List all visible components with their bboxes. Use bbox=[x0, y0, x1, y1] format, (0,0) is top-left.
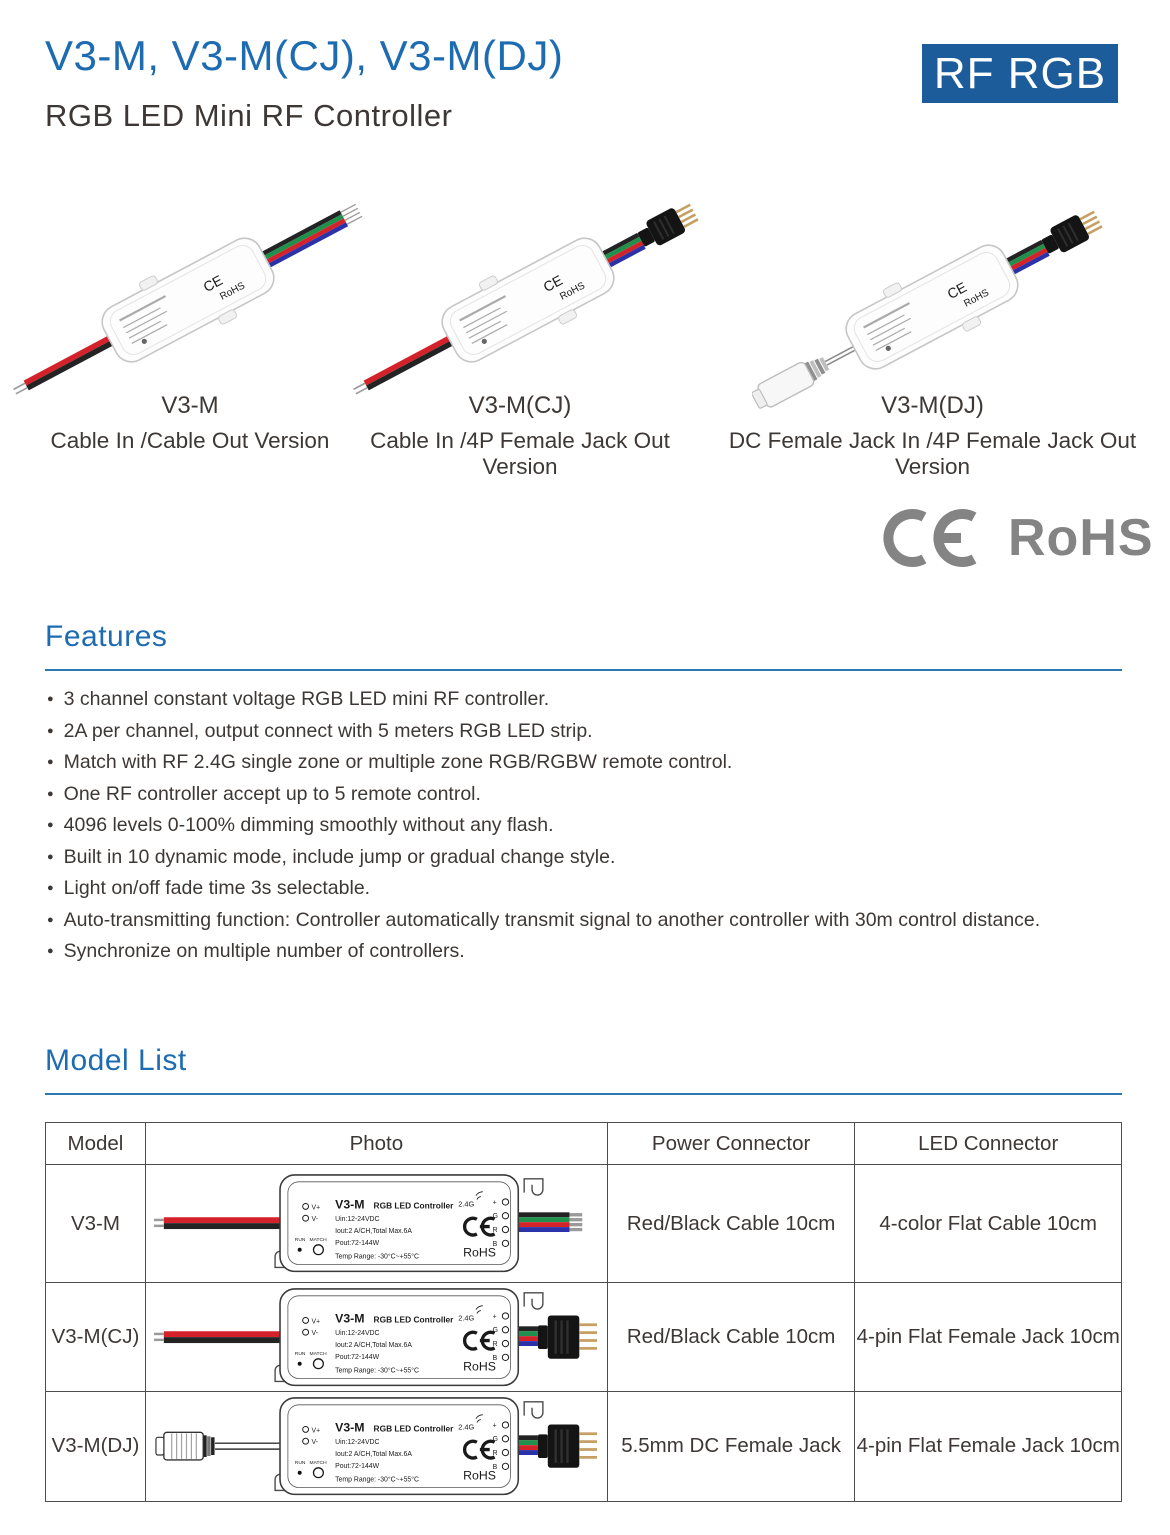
feature-item: ● 2A per channel, output connect with 5 meters RGB LED strip. bbox=[47, 719, 593, 742]
power-connector-cell: Red/Black Cable 10cm bbox=[607, 1283, 855, 1392]
bullet-icon: ● bbox=[47, 724, 54, 737]
table-row bbox=[46, 1165, 1122, 1283]
feature-item: ● Light on/off fade time 3s selectable. bbox=[47, 877, 371, 899]
photo-cell bbox=[145, 1283, 607, 1392]
product-photo-v3-m-dj bbox=[752, 195, 1112, 420]
model-list-table bbox=[45, 1122, 1122, 1502]
table-header-row bbox=[46, 1123, 1122, 1165]
led-connector-cell: 4-color Flat Cable 10cm bbox=[855, 1165, 1122, 1283]
features-list bbox=[45, 688, 1135, 972]
page-subtitle: RGB LED Mini RF Controller bbox=[45, 98, 453, 133]
bullet-icon: ● bbox=[47, 882, 54, 894]
caption-v3-m bbox=[0, 392, 380, 454]
feature-item: ● Match with RF 2.4G single zone or multiple zone RGB/RGBW remote control. bbox=[47, 751, 733, 773]
feature-item: ● 3 channel constant voltage RGB LED mini RF controller. bbox=[47, 688, 550, 710]
bullet-icon: ● bbox=[47, 945, 54, 957]
product-photo-v3-m-cj bbox=[348, 188, 708, 413]
page-title: V3-M, V3-M(CJ), V3-M(DJ) bbox=[45, 32, 564, 79]
model-cell: V3-M bbox=[46, 1165, 146, 1283]
product-name: V3-M bbox=[161, 392, 219, 419]
feature-item: ● Synchronize on multiple number of controllers. bbox=[47, 940, 465, 962]
table-row bbox=[46, 1392, 1122, 1501]
feature-item: ● 4096 levels 0-100% dimming smoothly without any flash. bbox=[47, 814, 554, 836]
column-header-led: LED Connector bbox=[855, 1123, 1122, 1165]
feature-item: ● Built in 10 dynamic mode, include jump or gradual change style. bbox=[47, 845, 616, 868]
product-name: V3-M(CJ) bbox=[468, 392, 572, 419]
power-connector-cell: Red/Black Cable 10cm bbox=[607, 1165, 855, 1283]
bullet-icon: ● bbox=[47, 787, 54, 800]
bullet-icon: ● bbox=[47, 850, 54, 863]
photo-cell bbox=[145, 1392, 607, 1501]
bullet-icon: ● bbox=[47, 693, 54, 705]
model-list-divider bbox=[45, 1093, 1122, 1095]
model-cell: V3-M(CJ) bbox=[46, 1283, 146, 1392]
caption-v3-m-dj bbox=[695, 392, 1170, 480]
feature-item: ● Auto-transmitting function: Controller automatically transmit signal to another controller with 30m control distance. bbox=[47, 908, 1041, 931]
table-row bbox=[46, 1283, 1122, 1392]
product-version: Cable In /4P Female Jack Out Version bbox=[370, 428, 670, 479]
certification-marks bbox=[878, 505, 1154, 571]
row-photo-v3-m-cj bbox=[152, 1283, 600, 1391]
column-header-photo: Photo bbox=[145, 1123, 607, 1165]
rf-rgb-badge: RF RGB bbox=[922, 44, 1118, 103]
bullet-icon: ● bbox=[47, 756, 54, 768]
caption-v3-m-cj bbox=[330, 392, 710, 480]
model-cell: V3-M(DJ) bbox=[46, 1392, 146, 1501]
led-connector-cell: 4-pin Flat Female Jack 10cm bbox=[855, 1392, 1122, 1501]
bullet-icon: ● bbox=[47, 913, 54, 926]
product-name: V3-M(DJ) bbox=[881, 392, 984, 419]
features-divider bbox=[45, 669, 1122, 671]
led-connector-cell: 4-pin Flat Female Jack 10cm bbox=[855, 1283, 1122, 1392]
ce-mark-icon bbox=[878, 505, 986, 571]
column-header-model: Model bbox=[46, 1123, 146, 1165]
rohs-mark-label: RoHS bbox=[1008, 509, 1154, 567]
features-heading: Features bbox=[45, 620, 168, 653]
product-photo-v3-m bbox=[8, 188, 368, 413]
row-photo-v3-m-dj bbox=[152, 1392, 600, 1500]
model-list-heading: Model List bbox=[45, 1044, 187, 1077]
photo-cell bbox=[145, 1165, 607, 1283]
row-photo-v3-m bbox=[152, 1169, 600, 1277]
column-header-power: Power Connector bbox=[607, 1123, 855, 1165]
product-version: DC Female Jack In /4P Female Jack Out Version bbox=[728, 428, 1137, 479]
bullet-icon: ● bbox=[47, 819, 54, 831]
feature-item: ● One RF controller accept up to 5 remote control. bbox=[47, 782, 481, 805]
power-connector-cell: 5.5mm DC Female Jack bbox=[607, 1392, 855, 1501]
product-version: Cable In /Cable Out Version bbox=[50, 428, 330, 453]
